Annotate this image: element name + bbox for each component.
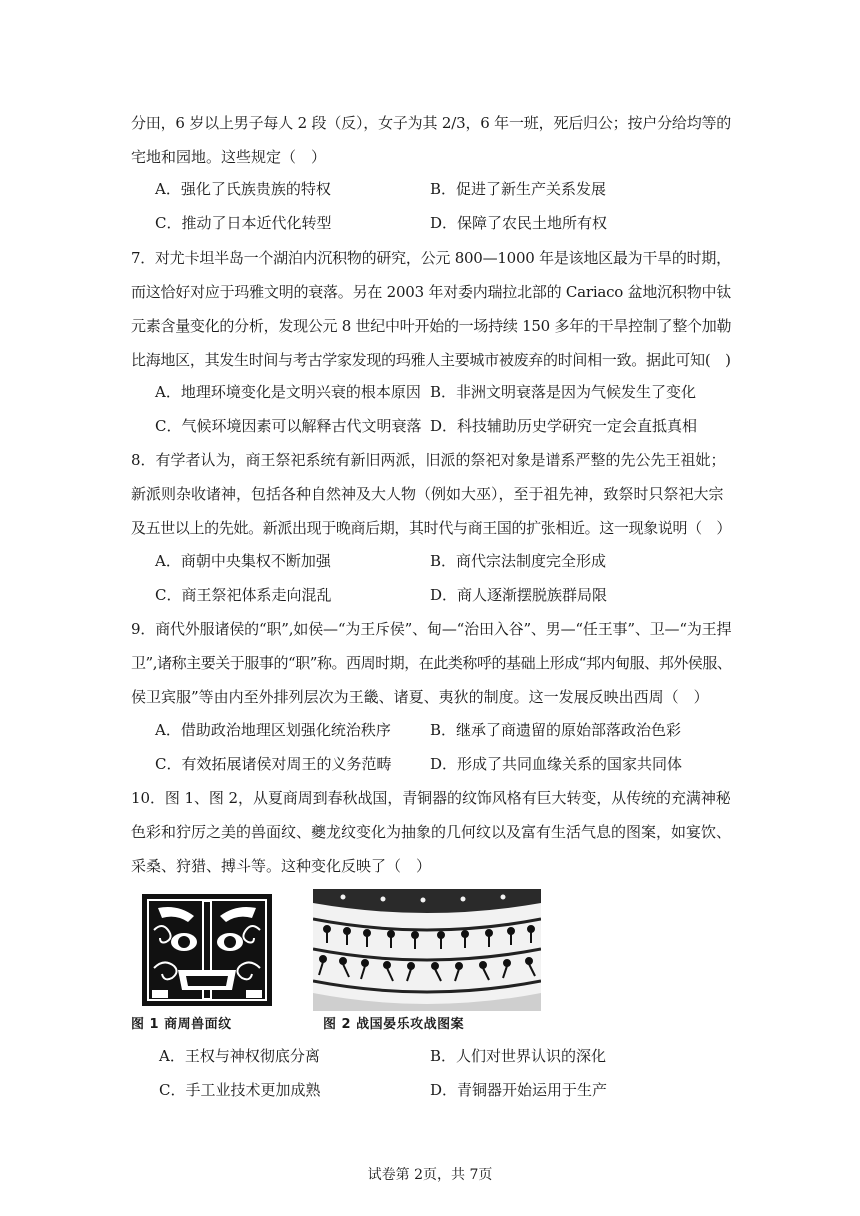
stem-line: 分田，6 岁以上男子每人 2 段（反），女子为其 2/3，6 年一班，死后归公；按户分给均等的 (131, 114, 732, 132)
option-c[interactable]: C．有效拓展诸侯对周王的义务范畴 (155, 755, 392, 773)
stem-line: 而这恰好对应于玛雅文明的衰落。另在 2003 年对委内瑞拉北部的 Cariaco 盆地沉积物中钛 (131, 283, 732, 301)
stem-line: 新派则杂收诸神，包括各种自然神及大人物（例如大巫），至于祖先神，致祭时只祭祀大宗 (131, 485, 724, 503)
option-d[interactable]: D．保障了农民土地所有权 (430, 214, 608, 232)
option-d[interactable]: D．商人逐渐摆脱族群局限 (430, 586, 608, 604)
stem-line: 8．有学者认为，商王祭祀系统有新旧两派，旧派的祭祀对象是谱系严整的先公先王祖妣； (131, 451, 726, 469)
option-b[interactable]: B．非洲文明衰落是因为气候发生了变化 (430, 383, 697, 401)
option-a[interactable]: A．借助政治地理区划强化统治秩序 (155, 721, 391, 739)
option-c[interactable]: C．商王祭祀体系走向混乱 (155, 586, 332, 604)
page-footer: 试卷第 2页，共 7页 (367, 1167, 493, 1183)
option-d[interactable]: D．形成了共同血缘关系的国家共同体 (430, 755, 683, 773)
stem-line: 卫”,诸称主要关于服事的“职”称。西周时期，在此类称呼的基础上形成“邦内甸服、邦外侯服、 (131, 654, 732, 672)
question-10-stem (131, 781, 731, 883)
option-c[interactable]: C．手工业技术更加成熟 (159, 1081, 321, 1099)
option-a[interactable]: A．商朝中央集权不断加强 (155, 552, 331, 570)
figure-2-caption: 图 2 战国晏乐攻战图案 (323, 1017, 465, 1032)
option-a[interactable]: A．王权与神权彻底分离 (159, 1047, 320, 1065)
option-d[interactable]: D．科技辅助历史学研究一定会直抵真相 (430, 417, 698, 435)
option-a[interactable]: A．强化了氏族贵族的特权 (155, 180, 331, 198)
stem-line: 10．图 1、图 2，从夏商周到春秋战国，青铜器的纹饰风格有巨大转变，从传统的充满神秘 (131, 789, 731, 807)
taotie-pattern-image (138, 890, 276, 1010)
figure-1-caption: 图 1 商周兽面纹 (131, 1017, 232, 1032)
option-d[interactable]: D．青铜器开始运用于生产 (430, 1081, 608, 1099)
option-a[interactable]: A．地理环境变化是文明兴衰的根本原因 (155, 383, 421, 401)
option-b[interactable]: B．促进了新生产关系发展 (430, 180, 607, 198)
option-c[interactable]: C．气候环境因素可以解释古代文明衰落 (155, 417, 422, 435)
battle-banquet-pattern-image (313, 889, 541, 1011)
stem-line: 宅地和园地。这些规定（ ） (131, 148, 327, 166)
stem-line: 元素含量变化的分析，发现公元 8 世纪中叶开始的一场持续 150 多年的干旱控制了整个加勒 (131, 317, 732, 335)
option-b[interactable]: B．继承了商遗留的原始部落政治色彩 (430, 721, 682, 739)
stem-line: 比海地区，其发生时间与考古学家发现的玛雅人主要城市被废弃的时间相一致。据此可知( ) (131, 351, 731, 369)
option-b[interactable]: B．商代宗法制度完全形成 (430, 552, 607, 570)
stem-line: 7．对尤卡坦半岛一个湖泊内沉积物的研究，公元 800—1000 年是该地区最为干旱的时期， (131, 249, 731, 267)
stem-line: 9．商代外服诸侯的“职”,如侯—“为王斥侯”、甸—“治田入谷”、男—“任王事”、卫—“为王捍 (131, 620, 732, 638)
question-6-stem (131, 106, 731, 174)
option-b[interactable]: B．人们对世界认识的深化 (430, 1047, 607, 1065)
question-8-stem (131, 443, 731, 545)
stem-line: 及五世以上的先妣。新派出现于晚商后期，其时代与商王国的扩张相近。这一现象说明（ ） (131, 519, 732, 537)
question-9-stem (131, 612, 731, 714)
question-7-stem (131, 241, 731, 377)
stem-line: 色彩和狞厉之美的兽面纹、夔龙纹变化为抽象的几何纹以及富有生活气息的图案，如宴饮、 (131, 823, 732, 841)
stem-line: 侯卫宾服”等由内至外排列层次为王畿、诸夏、夷狄的制度。这一发展反映出西周（ ） (131, 688, 709, 706)
option-c[interactable]: C．推动了日本近代化转型 (155, 214, 332, 232)
stem-line: 采桑、狩猎、搏斗等。这种变化反映了（ ） (131, 857, 432, 875)
